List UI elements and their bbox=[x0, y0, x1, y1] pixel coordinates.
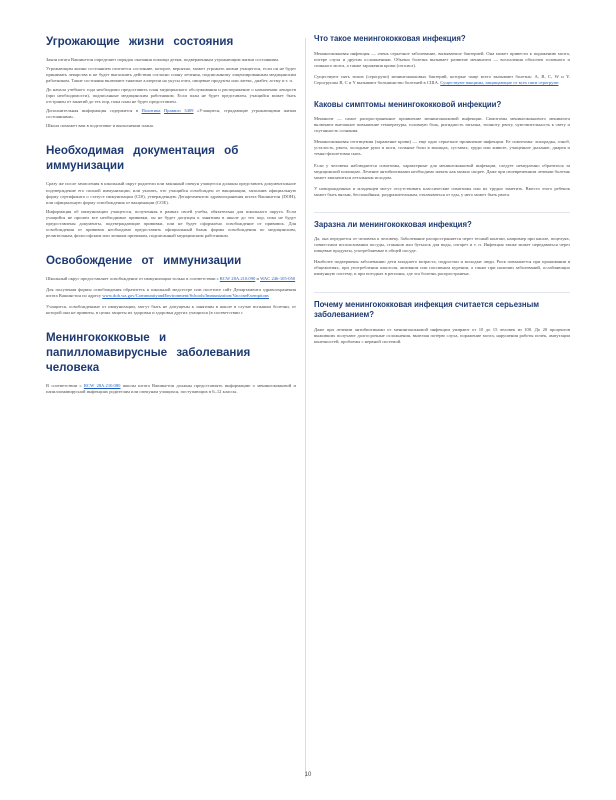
rule-link[interactable]: Правило 3409 bbox=[163, 108, 194, 114]
section-immunization-docs bbox=[46, 143, 296, 238]
paragraph bbox=[46, 108, 296, 120]
policy-link[interactable]: Политика bbox=[141, 108, 161, 114]
left-column bbox=[46, 34, 296, 409]
paragraph: Школа поможет вам в подготовке и выполнении плана. bbox=[46, 123, 154, 129]
paragraph: Информация об иммунизации учащегося, полученная в рамках своей учебы, обязательна для школьного округа. Если учащийся не прошел все необходимые прививки, он не будет допущен к занятиям в школе до тех пор, пока не будут предоставлены документы, подтверждающие прививки, или не будет оформлено освобождение от прививок. Для освобождения от прививок необходимо предоставить официальный бланк формы освобождения по медицинским, религиозным, философским или личным причинам, подписанный медицинским работником. bbox=[46, 208, 296, 238]
section-rule bbox=[314, 212, 570, 213]
section-title: Почему менингококковая инфекция считается серьезным заболеванием? bbox=[314, 299, 540, 320]
section-what-is bbox=[314, 34, 570, 86]
paragraph: Менингококковая септицемия (заражение крови) — еще одно серьезное проявление инфекции. Ее симптомы: лихорадка, озноб, усталость, рвота, холодные руки и ноги, сильные боли в мышцах, суставах, груди или животе, учащенное дыхание, диарея и темно-фиолетовая сыпь. bbox=[314, 139, 570, 157]
doh-exemption-link[interactable]: www.doh.wa.gov/CommunityandEnvironment/Schools/Immunization/VaccineExemptions bbox=[102, 292, 269, 298]
paragraph bbox=[46, 276, 296, 282]
paragraph: Даже при лечении антибиотиками от менингококковой инфекции умирают от 10 до 15 человек из 100. До 20 процентов выживших получают долгосрочные осложнения, включая потерю слуха, поражение мозга, нарушения работы почек, ампутации конечностей, проблемы с нервной системой. bbox=[314, 326, 570, 344]
wac-link[interactable]: WAC 246-105-050 bbox=[260, 275, 296, 281]
right-column bbox=[314, 34, 570, 359]
section-title: Каковы симптомы менингококковой инфекции? bbox=[314, 99, 502, 109]
paragraph: Если у человека наблюдаются симптомы, характерные для менингококковой инфекции, следует немедленно обратиться за медицинской помощью. Лечение антибиотиками необходимо начать как можно скорее. Даже при своевременном лечении болезнь может закончиться летальным исходом. bbox=[314, 162, 570, 180]
paragraph-text: Дополнительная информация содержится в bbox=[46, 108, 139, 114]
paragraph: Да, она передается от человека к человеку. Заболевание распространяется через тесный контакт, например при кашле, поцелуях, совместном использовании посуды, стаканов или бутылок для воды, сигарет и т. п. Инфекция также может передаваться через пищевые продукты, употребляемые в общей посуде. bbox=[314, 236, 570, 254]
rcw-link[interactable]: RCW 28A.210.080 bbox=[83, 383, 121, 389]
section-title: Угрожающие жизни состояния bbox=[46, 35, 234, 48]
paragraph-text: Школьный округ предоставляет освобождение от иммунизации только в соответствии с bbox=[46, 275, 219, 281]
vaccine-link[interactable]: Существуют вакцины, защищающие от всех пяти серогрупп bbox=[440, 79, 559, 85]
section-immunization-exemption bbox=[46, 253, 296, 316]
section-title: Заразна ли менингококковая инфекция? bbox=[314, 219, 472, 229]
paragraph bbox=[46, 287, 296, 299]
section-title: Менингококковые и папилломавирусные заболевания человека bbox=[46, 331, 251, 375]
paragraph: Наиболее подвержены заболеванию дети младшего возраста, подростки и молодые люди. Риск повышается при проживании в общежитиях, при употреблении алкоголя, активном или пассивном курении, а также при наличии заболеваний, ослабляющих иммунную систему, и при поездках в регионы, где эта болезнь распространена. bbox=[314, 259, 570, 277]
page-number: 10 bbox=[304, 772, 312, 778]
paragraph: Учащиеся, освобожденные от иммунизации, могут быть не допущены к занятиям в школе в случае вспышки болезни, от которой они не привиты, в целях защиты их здоровья и здоровья других учащихся (в соответствии с bbox=[46, 304, 296, 316]
paragraph: Закон штата Вашингтон определяет порядок оказания помощи детям, подверженным угрожающим жизни состояниям. bbox=[46, 57, 280, 62]
section-title: Что такое менингококковая инфекция? bbox=[314, 34, 466, 43]
section-rule bbox=[314, 292, 570, 293]
section-meningococcal-hpv bbox=[46, 330, 296, 395]
paragraph: До начала учебного года необходимо предоставить план медицинского обслуживания и распоряжение о назначении лекарств (при необходимости), подписанные медицинским работником. Если план не будет представлен, учащийся может быть отстранен от занятий до тех пор, пока план не будет предоставлен. bbox=[46, 87, 296, 105]
paragraph-text: Существуют пять типов (серогрупп) менингококковых бактерий, которые чаще всего вызывают болезнь: A, B, C, W и Y. Серогруппы B, C и Y вызывают большинство болезней в США. bbox=[314, 73, 570, 85]
section-contagious bbox=[314, 220, 570, 278]
paragraph-text: и bbox=[256, 275, 259, 281]
paragraph: Угрожающим жизни состоянием считается состояние, которое, вероятно, может угрожать жизни учащегося, если он не будет принимать лекарства и не будет выполнять действия согласно плану лечения, подписанному лицензированным медицинским работником. Такие состояния включают тяжелые аллергии на укусы пчел, пищевые продукты или латекс, диабет, астму и т. п. bbox=[46, 66, 296, 84]
paragraph: Менингит — самое распространенное проявление менингококковой инфекции. Симптомы менингококкового менингита включают внезапное повышение температуры, головную боль, ригидность затылка, тошноту, рвоту, чувствительность к свету и спутанность сознания. bbox=[314, 116, 570, 134]
section-symptoms bbox=[314, 100, 570, 198]
paragraph-text: «Учащиеся, страдающие угрожающими жизни состояниями». bbox=[46, 108, 296, 120]
section-title: Освобождение от иммунизации bbox=[46, 253, 242, 267]
paragraph-text: Для получения формы освобождения обратитесь к школьной медсестре или посетите сайт Департамента здравоохранения штата Вашингтон по адресу bbox=[46, 286, 296, 298]
section-why-serious bbox=[314, 300, 570, 345]
paragraph-text: В соответствии с bbox=[46, 383, 82, 389]
paragraph-text: школы штата Вашингтон должны предоставлять информацию о менингококковой и папилломавирусной инфекциях родителям или опекунам учащихся, поступающих в 6–12 классы. bbox=[46, 383, 297, 395]
paragraph: Менингококковая инфекция — очень серьезное заболевание, вызываемое бактерией. Она может привести к поражению мозга, потере слуха и другим осложнениям. Обычно болезнь вызывает развитие менингита — воспаления оболочек головного и спинного мозга, а также заражения крови (сепсиса). bbox=[314, 50, 570, 68]
paragraph: У новорожденных и младенцев могут отсутствовать классические симптомы или их трудно заметить. Вместо этого ребенок может быть вялым, беспокойным, раздражительным, отказываться от еды, у него может быть рвота. bbox=[314, 185, 570, 197]
rcw-link[interactable]: RCW 28A.210.090 bbox=[219, 275, 256, 281]
paragraph bbox=[314, 74, 570, 86]
column-divider bbox=[305, 38, 306, 778]
paragraph bbox=[46, 383, 296, 395]
section-life-threatening bbox=[46, 34, 296, 129]
paragraph: Сразу же после зачисления в школьный округ родители или законный опекун учащегося должны представить документальное подтверждение его полной иммунизации, или указать, что учащийся освобожден от вакцинации, заполнив официальную форму сертификата о статусе иммунизации (CIS), утвержденную Департаментом здравоохранения штата Вашингтон (DOH), или официальную форму освобождения от вакцинации (COE). bbox=[46, 181, 296, 205]
section-title: Необходимая документация об иммунизации bbox=[46, 144, 239, 173]
